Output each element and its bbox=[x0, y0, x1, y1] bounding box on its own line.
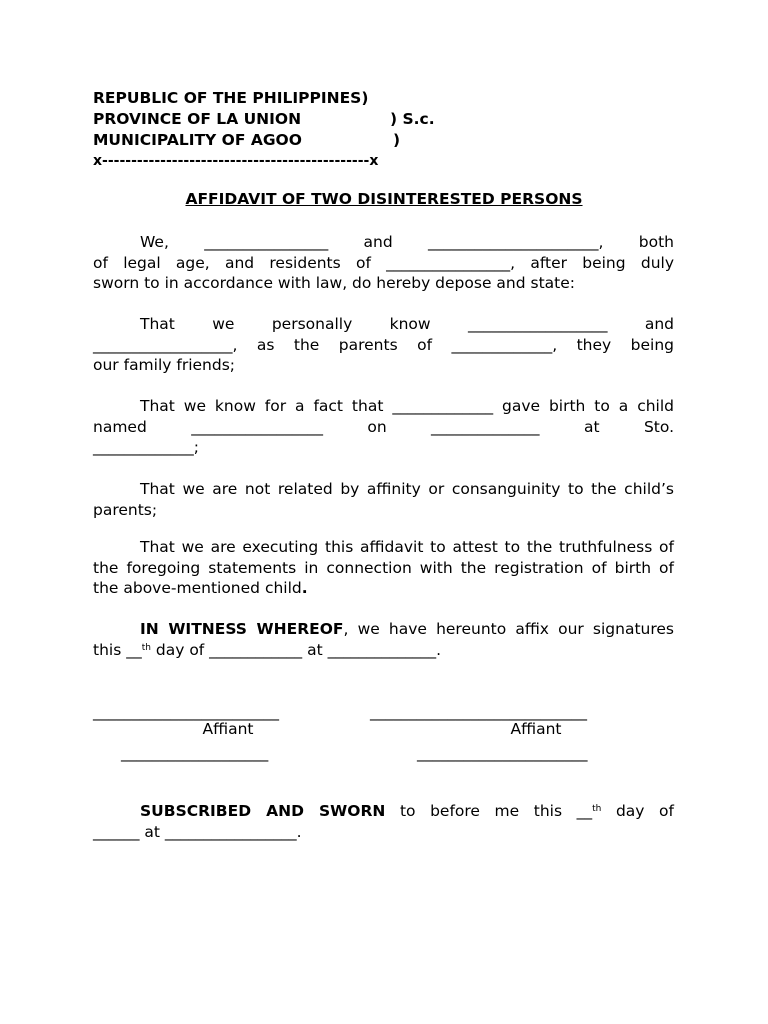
paragraph-3 bbox=[93, 396, 674, 458]
paragraph-line bbox=[93, 801, 674, 822]
id-line-left: ___________________ bbox=[121, 744, 269, 762]
paragraph-7 bbox=[93, 801, 674, 842]
paragraph-line: That we personally know __________________ and bbox=[140, 315, 674, 333]
paragraph-line: the foregoing statements in connection with the registration of birth of bbox=[93, 558, 674, 577]
paragraph-line: That we know for a fact that _____________ gave birth to a child bbox=[140, 397, 674, 415]
paragraph-line bbox=[93, 578, 674, 599]
paragraph-6 bbox=[93, 619, 674, 660]
paragraph-text: , we have hereunto affix our signatures bbox=[343, 620, 675, 638]
header-text: REPUBLIC OF THE PHILIPPINES) bbox=[93, 89, 369, 107]
paragraph-line: parents; bbox=[93, 500, 158, 519]
affiant-label-right: Affiant bbox=[510, 720, 562, 738]
header-text: MUNICIPALITY OF AGOO bbox=[93, 131, 302, 149]
header-text: x----------------------------------------------x bbox=[93, 153, 379, 169]
witness-whereof-text: IN WITNESS WHEREOF bbox=[140, 620, 344, 638]
header-text: ) bbox=[393, 131, 401, 149]
header-text: PROVINCE OF LA UNION bbox=[93, 110, 302, 128]
affiant-label-left: Affiant bbox=[202, 720, 254, 738]
paragraph-line: sworn to in accordance with law, do hereby depose and state: bbox=[93, 274, 575, 293]
header-line-municipality bbox=[93, 130, 400, 150]
header-line-republic bbox=[93, 88, 368, 108]
paragraph-line: That we are executing this affidavit to attest to the truthfulness of bbox=[140, 538, 674, 556]
signature-line-right: ____________________________ bbox=[370, 703, 587, 721]
paragraph-text: . bbox=[301, 579, 308, 598]
paragraph-4 bbox=[93, 479, 674, 520]
paragraph-1 bbox=[93, 232, 674, 294]
paragraph-line: __________________, as the parents of _____________, they being bbox=[93, 335, 674, 354]
paragraph-line: of legal age, and residents of ________________, after being duly bbox=[93, 253, 674, 272]
paragraph-text: day of bbox=[601, 802, 674, 820]
subscribed-sworn-text: SUBSCRIBED AND SWORN bbox=[140, 802, 386, 820]
paragraph-text: day of ____________ at ______________. bbox=[150, 640, 442, 659]
paragraph-line: _____________; bbox=[93, 438, 199, 457]
header-separator bbox=[93, 151, 378, 171]
paragraph-text: the above-mentioned child bbox=[93, 579, 302, 598]
paragraph-line: our family friends; bbox=[93, 356, 236, 375]
paragraph-line: named _________________ on ______________ at Sto. bbox=[93, 417, 674, 436]
paragraph-text: this __ bbox=[93, 640, 142, 659]
paragraph-line bbox=[93, 619, 674, 640]
paragraph-text: to before me this __ bbox=[385, 802, 593, 820]
paragraph-2 bbox=[93, 314, 674, 376]
paragraph-line: We, ________________ and ______________________, both bbox=[140, 233, 674, 251]
id-line-right: ______________________ bbox=[417, 744, 588, 762]
paragraph-line bbox=[93, 640, 674, 661]
document-title: AFFIDAVIT OF TWO DISINTERESTED PERSONS bbox=[185, 190, 583, 208]
ordinal-suffix: th bbox=[592, 804, 602, 814]
header-line-province bbox=[93, 109, 435, 129]
signature-line-left: ________________________ bbox=[93, 703, 279, 721]
paragraph-line: That we are not related by affinity or consanguinity to the child’s bbox=[140, 480, 674, 498]
ordinal-suffix: th bbox=[141, 642, 151, 653]
header-text: ) S.c. bbox=[390, 110, 435, 128]
paragraph-5 bbox=[93, 537, 674, 599]
paragraph-line: ______ at _________________. bbox=[93, 822, 302, 841]
